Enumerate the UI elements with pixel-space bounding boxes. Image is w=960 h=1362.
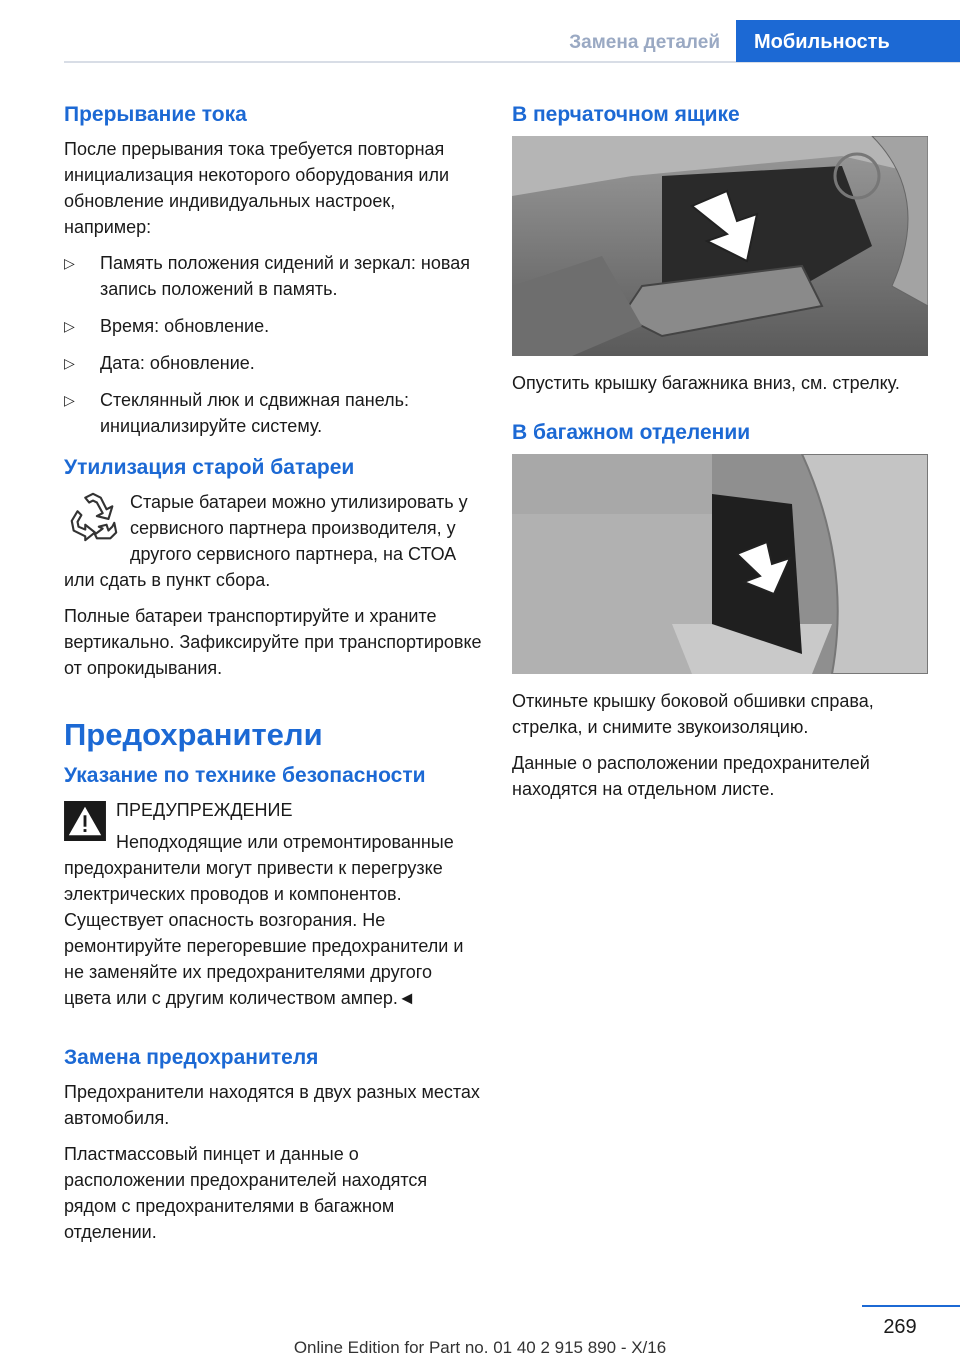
disposal-note [64,489,484,603]
triangle-right-icon: ▷ [64,255,75,271]
trunk-photo [512,454,928,674]
right-column [512,100,930,812]
list-item: ▷ Дата: обновление. [64,350,484,376]
warning-icon [64,801,106,841]
disposal-text-1: Старые батареи можно утилизировать у сервисного партнера производителя, у другого сервисного партнера, на СТОА или сдать в пункт сбора. [64,492,468,590]
page-number: 269 [883,1316,917,1338]
footer-rule [862,1305,960,1307]
heading-fuses: Предохранители [64,717,323,752]
glovebox-photo [512,136,928,356]
heading-glovebox: В перчаточном ящике [512,103,740,126]
warning-text: Неподходящие или отремонтированные предохранители могут привести к перегрузке электрических проводов и компонентов. Существует опасность возгорания. Не ремонтируйте перегоревшие предохранители и не заменяйте их предохранителями другого цвета или с другим количеством ампер.◄ [64,832,464,1008]
footer-edition: Online Edition for Part no. 01 40 2 915 890 - X/16 [293,1338,667,1357]
heading-trunk: В багажном отделении [512,421,751,444]
trunk-caption: Откиньте крышку боковой обшивки справа, стрелка, и снимите звукоизоляцию. [512,691,874,737]
list-item: ▷ Стеклянный люк и сдвижная панель: инициализируйте систему. [64,387,484,439]
recycle-icon [64,489,122,545]
triangle-right-icon: ▷ [64,355,75,371]
triangle-right-icon: ▷ [64,392,75,408]
warning-block [64,797,484,1021]
list-item: ▷ Время: обновление. [64,313,484,339]
header-section-title: Замена деталей [569,32,720,53]
warning-title: ПРЕДУПРЕЖДЕНИЕ [116,800,293,820]
replace-text-1: Предохранители находятся в двух разных местах автомобиля. [64,1082,480,1128]
heading-safety: Указание по технике безопасности [64,764,426,787]
power-interrupt-intro: После прерывания тока требуется повторная инициализация некоторого оборудования или обновление индивидуальных настроек, например: [64,139,450,237]
list-item: ▷ Память положения сидений и зеркал: новая запись положений в память. [64,250,484,302]
heading-power-interrupt: Прерывание тока [64,103,247,126]
heading-replace-fuse: Замена предохранителя [64,1046,319,1069]
left-column [64,100,484,1255]
heading-battery-disposal: Утилизация старой батареи [64,456,355,479]
replace-text-2: Пластмассовый пинцет и данные о расположении предохранителей находятся рядом с предохранителями в багажном отделении. [64,1144,428,1242]
power-interrupt-list [64,250,484,439]
glovebox-caption: Опустить крышку багажника вниз, см. стрелку. [512,373,900,393]
disposal-text-2: Полные батареи транспортируйте и храните вертикально. Зафиксируйте при транспортировке от опрокидывания. [64,606,482,678]
triangle-right-icon: ▷ [64,318,75,334]
header-chapter-tab: Мобильность [736,20,960,62]
trunk-note: Данные о расположении предохранителей находятся на отдельном листе. [512,753,870,799]
